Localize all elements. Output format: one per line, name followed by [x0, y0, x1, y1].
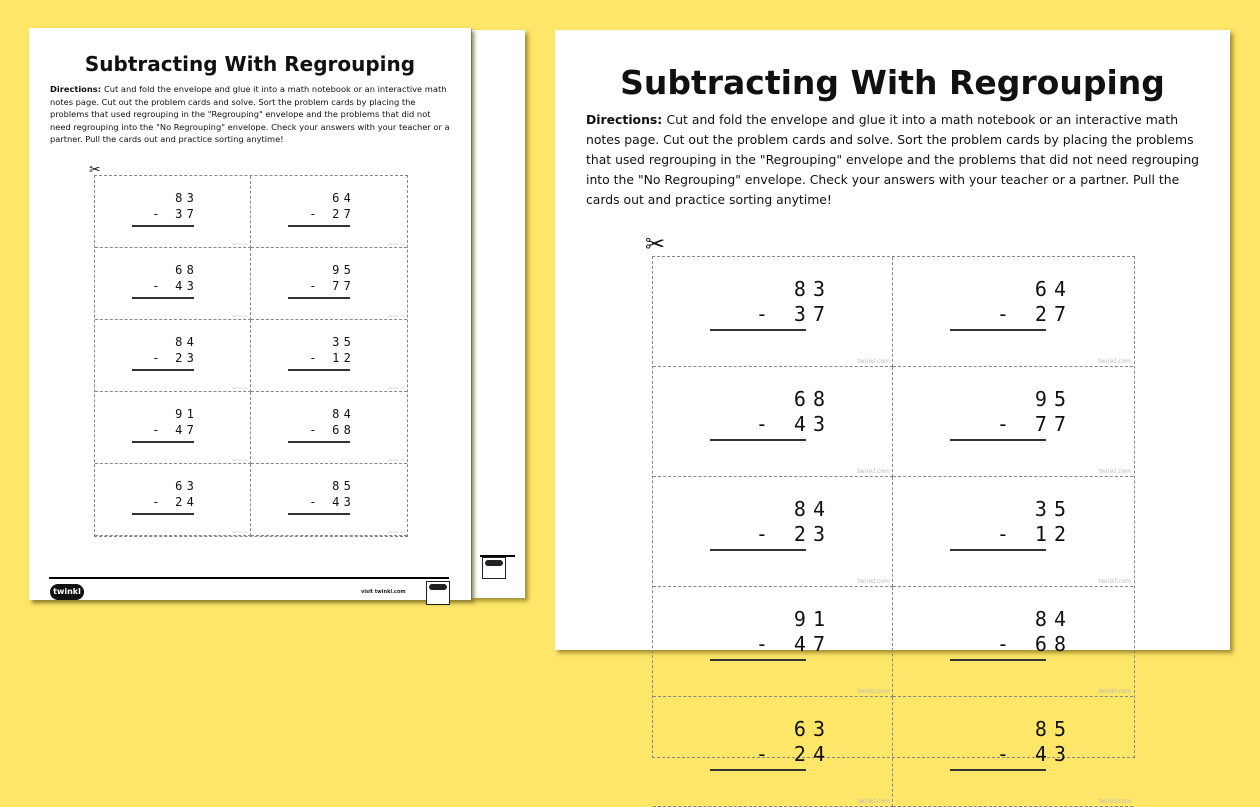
problem-card[interactable]: [653, 477, 893, 587]
problem-card[interactable]: [251, 248, 407, 320]
problem-card[interactable]: [893, 697, 1133, 807]
answer-line: [132, 513, 194, 515]
page-title: Subtracting With Regrouping: [84, 52, 416, 76]
answer-line: [288, 513, 350, 515]
answer-line: [710, 659, 806, 661]
minuend: 83: [793, 277, 832, 301]
problem-card[interactable]: [653, 257, 893, 367]
worksheet-page-large: [555, 30, 1230, 805]
problem-card[interactable]: [251, 176, 407, 248]
watermark: twinkl.com: [388, 314, 405, 318]
subtrahend: - 47: [755, 632, 832, 656]
watermark: twinkl.com: [857, 688, 890, 695]
problem-card-grid: [652, 256, 1135, 805]
answer-line: [950, 329, 1046, 331]
minuend: 85: [332, 479, 355, 493]
problem-card[interactable]: [95, 248, 251, 320]
problem-card[interactable]: [95, 464, 251, 536]
answer-line: [132, 441, 194, 443]
watermark: twinkl.com: [231, 530, 248, 534]
minuend: 84: [332, 407, 355, 421]
directions: [50, 83, 450, 146]
subtrahend: - 77: [309, 279, 355, 293]
subtrahend: - 23: [152, 351, 198, 365]
watermark: twinkl.com: [231, 386, 248, 390]
minuend: 85: [1034, 717, 1073, 741]
minuend: 64: [1034, 277, 1073, 301]
subtrahend: - 68: [996, 632, 1073, 656]
minuend: 63: [793, 717, 832, 741]
watermark: twinkl.com: [388, 530, 405, 534]
watermark: twinkl.com: [1098, 358, 1131, 365]
minuend: 35: [332, 335, 355, 349]
scissors-icon: ✂: [89, 162, 101, 178]
problem-card[interactable]: [893, 587, 1133, 697]
minuend: 83: [175, 191, 198, 205]
problem-card[interactable]: [251, 464, 407, 536]
award-badge-icon: [426, 581, 450, 605]
watermark: twinkl.com: [1098, 798, 1131, 805]
answer-line: [288, 369, 350, 371]
minuend: 35: [1034, 497, 1073, 521]
minuend: 84: [1034, 607, 1073, 631]
answer-line: [132, 369, 194, 371]
directions-label: Directions:: [586, 112, 667, 127]
answer-line: [950, 769, 1046, 771]
answer-line: [710, 549, 806, 551]
problem-card[interactable]: [95, 320, 251, 392]
problem-card[interactable]: [653, 697, 893, 807]
subtrahend: - 68: [309, 423, 355, 437]
problem-card[interactable]: [653, 587, 893, 697]
answer-line: [950, 659, 1046, 661]
problem-card[interactable]: [251, 320, 407, 392]
watermark: twinkl.com: [231, 314, 248, 318]
twinkl-logo: twinkl: [50, 584, 84, 600]
watermark: twinkl.com: [857, 468, 890, 475]
answer-line: [288, 441, 350, 443]
footer-visit-text: visit twinkl.com: [361, 589, 406, 595]
minuend: 68: [793, 387, 832, 411]
worksheet-preview-small: [29, 28, 471, 600]
subtrahend: - 37: [152, 207, 198, 221]
answer-line: [950, 549, 1046, 551]
back-worksheet-page: [470, 30, 525, 598]
problem-card[interactable]: [95, 176, 251, 248]
directions-text: Cut and fold the envelope and glue it into a math notebook or an interactive math notes page. Cut out the problem cards and solve. Sort the problem cards by placing the problems that used regrouping in the "Regrouping" envelope and the problems that did not need regrouping into the "No Regrouping" envelope. Check your answers with your teacher or a partner. Pull the cards out and practice sorting anytime!: [586, 112, 1200, 207]
watermark: twinkl.com: [857, 358, 890, 365]
watermark: twinkl.com: [1098, 688, 1131, 695]
minuend: 84: [175, 335, 198, 349]
watermark: twinkl.com: [388, 242, 405, 246]
problem-card[interactable]: [251, 392, 407, 464]
directions-label: Directions:: [50, 84, 104, 94]
subtrahend: - 47: [152, 423, 198, 437]
page-title: Subtracting With Regrouping: [620, 63, 1165, 102]
problem-card-grid: [94, 175, 408, 537]
footer-rule: [49, 577, 449, 579]
answer-line: [950, 439, 1046, 441]
subtrahend: - 12: [309, 351, 355, 365]
watermark: twinkl.com: [231, 458, 248, 462]
problem-card[interactable]: [95, 392, 251, 464]
subtrahend: - 43: [152, 279, 198, 293]
directions: [586, 110, 1201, 210]
subtrahend: - 12: [996, 522, 1073, 546]
watermark: twinkl.com: [231, 242, 248, 246]
answer-line: [710, 439, 806, 441]
minuend: 68: [175, 263, 198, 277]
subtrahend: - 43: [755, 412, 832, 436]
directions-text: Cut and fold the envelope and glue it into a math notebook or an interactive math notes page. Cut out the problem cards and solve. Sort the problem cards by placing the problems that used regrouping in the "Regrouping" envelope and the problems that did not need regrouping into the "No Regrouping" envelope. Check your answers with your teacher or a partner. Pull the cards out and practice sorting anytime!: [50, 84, 450, 145]
watermark: twinkl.com: [857, 578, 890, 585]
subtrahend: - 27: [309, 207, 355, 221]
problem-card[interactable]: [653, 367, 893, 477]
minuend: 64: [332, 191, 355, 205]
minuend: 84: [793, 497, 832, 521]
watermark: twinkl.com: [388, 458, 405, 462]
answer-line: [132, 225, 194, 227]
subtrahend: - 37: [755, 302, 832, 326]
problem-card[interactable]: [893, 367, 1133, 477]
answer-line: [132, 297, 194, 299]
scissors-icon: ✂: [645, 230, 666, 258]
answer-line: [288, 297, 350, 299]
minuend: 95: [1034, 387, 1073, 411]
problem-card[interactable]: [893, 257, 1133, 367]
award-badge-icon: [482, 557, 506, 579]
watermark: twinkl.com: [1098, 578, 1131, 585]
minuend: 95: [332, 263, 355, 277]
watermark: twinkl.com: [1098, 468, 1131, 475]
subtrahend: - 43: [996, 742, 1073, 766]
answer-line: [710, 769, 806, 771]
subtrahend: - 43: [309, 495, 355, 509]
subtrahend: - 77: [996, 412, 1073, 436]
minuend: 91: [175, 407, 198, 421]
subtrahend: - 24: [152, 495, 198, 509]
minuend: 63: [175, 479, 198, 493]
answer-line: [288, 225, 350, 227]
subtrahend: - 23: [755, 522, 832, 546]
answer-line: [710, 329, 806, 331]
problem-card[interactable]: [893, 477, 1133, 587]
subtrahend: - 27: [996, 302, 1073, 326]
watermark: twinkl.com: [857, 798, 890, 805]
subtrahend: - 24: [755, 742, 832, 766]
minuend: 91: [793, 607, 832, 631]
watermark: twinkl.com: [388, 386, 405, 390]
